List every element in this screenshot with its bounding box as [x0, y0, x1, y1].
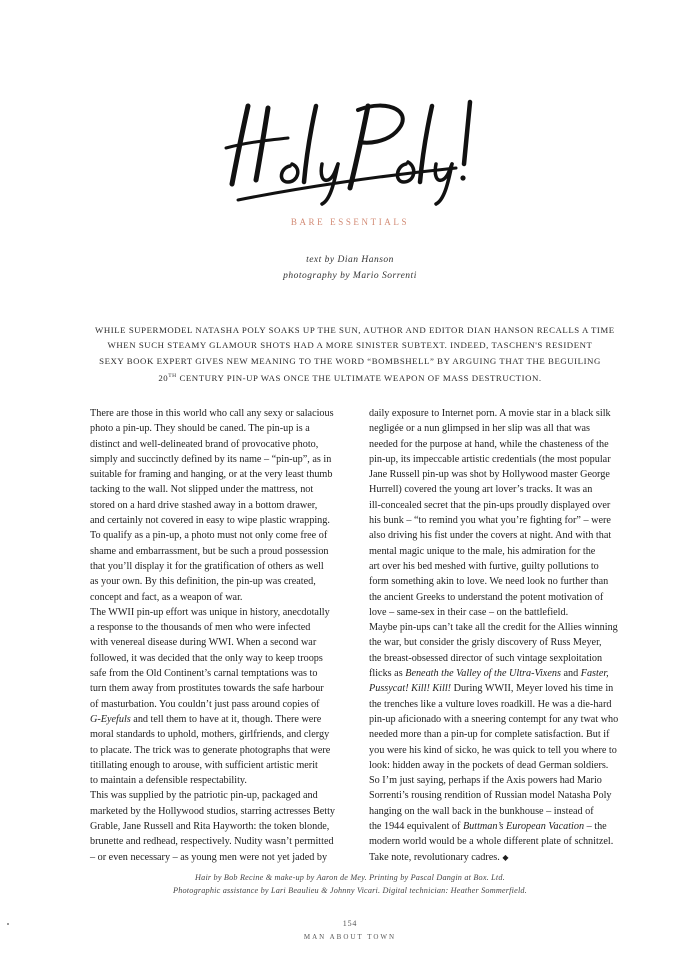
- film-title-italic: Beneath the Valley of the Ultra-Vixens: [405, 668, 561, 680]
- body-line: marketed by the Hollywood studios, starring actresses Betty: [90, 805, 336, 817]
- body-text: During WWII, Meyer loved his time in: [451, 683, 614, 695]
- body-line: followed, it was decided that the only way to keep troops: [90, 652, 323, 664]
- intro-ordinal: 20: [158, 372, 169, 383]
- body-line: Jane Russell pin-up was shot by Hollywood master George: [369, 469, 610, 481]
- subtitle: BARE ESSENTIALS: [290, 217, 410, 227]
- body-text: and tell them to have at it, though. There were: [130, 713, 322, 725]
- body-line: love – same-sex in their case – on the battlefield.: [369, 606, 569, 618]
- body-line: So I’m just saying, perhaps if the Axis powers had Mario: [369, 775, 602, 787]
- body-line: ill-concealed secret that the pin-ups proudly displayed over: [369, 499, 611, 511]
- body-line: the breast-obsessed director of such vintage sexploitation: [369, 652, 603, 664]
- body-line: look: hidden away in the pockets of dead German soldiers.: [369, 759, 609, 771]
- body-line: [369, 819, 659, 834]
- body-line: needed more than a pin-up for complete satisfaction. But if: [369, 729, 610, 741]
- body-line: [369, 666, 659, 681]
- body-line: turn them away from prostitutes towards the safe harbour: [90, 683, 324, 695]
- body-line: of masturbation. You couldn’t just pass around copies of: [90, 698, 320, 710]
- body-line: Maybe pin-ups can’t take all the credit for the Allies winning: [369, 622, 618, 634]
- body-line: simply and succinctly defined by its name – “pin-up”, as in: [90, 453, 332, 465]
- body-line: pin-up, its impeccable artistic credentials (the most popular: [369, 453, 611, 465]
- body-line: The WWII pin-up effort was unique in history, anecdotally: [90, 606, 330, 618]
- body-line: photo a pin-up. They should be caned. The pin-up is a: [90, 423, 310, 435]
- intro-line: SEXY BOOK EXPERT GIVES NEW MEANING TO THE WORD “BOMBSHELL” BY ARGUING THAT THE BEGUILING: [99, 355, 601, 366]
- end-mark-icon: ◆: [502, 852, 509, 862]
- body-line: Grable, Jane Russell and Rita Hayworth: the token blonde,: [90, 821, 330, 833]
- magazine-title-italic: G-Eyefuls: [90, 713, 131, 725]
- body-line: a response to the thousands of men who were infected: [90, 622, 311, 634]
- body-line: that you’ll display it for the gratification of others as well: [90, 560, 324, 572]
- production-credits: [0, 871, 700, 897]
- headline-script: [218, 88, 480, 208]
- author-credit: text by Dian Hanson: [306, 255, 394, 265]
- photographer-credit: photography by Mario Sorrenti: [283, 271, 417, 281]
- body-line: as your own. By this definition, the pin-up was created,: [90, 576, 316, 588]
- body-line: – or even necessary – as young men were not yet jaded by: [90, 851, 328, 863]
- body-line: also driving his fist under the covers at night. And with that: [369, 530, 612, 542]
- film-title-italic: Pussycat! Kill! Kill!: [369, 683, 452, 695]
- body-line: and certainly not covered in easy to wipe plastic wrapping.: [90, 515, 330, 527]
- body-line: safe from the Old Continent’s carnal temptations was to: [90, 668, 318, 680]
- body-line: modern world would be a whole different plate of schnitzel.: [369, 836, 614, 848]
- film-title-italic: Buttman’s European Vacation: [462, 821, 585, 833]
- body-text: flicks as: [369, 668, 406, 680]
- body-line: moral standards to uphold, mothers, girlfriends, and clergy: [90, 729, 330, 741]
- page-number: 154: [342, 919, 358, 928]
- body-line: to maintain a defensible respectability.: [90, 775, 247, 787]
- body-line: pin-up aficionado with a sneering contempt for any twat who: [369, 713, 619, 725]
- intro-line: WHEN SUCH STEAMY GLAMOUR SHOTS HAD A MORE SINISTER SUBTEXT. INDEED, TASCHEN'S RESIDENT: [107, 340, 593, 351]
- body-column-left: [90, 406, 380, 865]
- body-line: This was supplied by the patriotic pin-up, packaged and: [90, 790, 318, 802]
- magazine-name: MAN ABOUT TOWN: [303, 933, 397, 941]
- body-line: with venereal disease during WWI. When a second war: [90, 637, 317, 649]
- body-line: form something akin to love. We need look no further than: [369, 576, 609, 588]
- body-line: daily exposure to Internet porn. A movie star in a black silk: [369, 408, 611, 419]
- body-line: hanging on the wall back in the bunkhouse – instead of: [369, 805, 594, 817]
- body-line: mental magic unique to the male, his admiration for the: [369, 545, 596, 557]
- body-line: [369, 850, 659, 865]
- body-line: to placate. The trick was to generate photographs that were: [90, 744, 331, 756]
- body-line: tacking to the wall. Not slipped under the mattress, not: [90, 484, 314, 496]
- intro-ordinal-suffix: TH: [168, 372, 177, 379]
- body-line: To qualify as a pin-up, a photo must not only come free of: [90, 530, 328, 542]
- intro-last-text: CENTURY PIN-UP WAS ONCE THE ULTIMATE WEAPON OF MASS DESTRUCTION.: [176, 372, 542, 383]
- body-line: [369, 681, 659, 696]
- body-line: you were his kind of sicko, he was quick to tell you where to: [369, 744, 617, 756]
- body-line: negligée or a nun glimpsed in her slip was all that was: [369, 423, 590, 435]
- body-text: the 1944 equivalent of: [369, 821, 463, 833]
- body-line: titillating enough to arouse, with sufficient artistic merit: [90, 759, 318, 771]
- intro-line: WHILE SUPERMODEL NATASHA POLY SOAKS UP THE SUN, AUTHOR AND EDITOR DIAN HANSON RECALLS A TIME: [95, 325, 615, 335]
- closing-line: Take note, revolutionary cadres.: [369, 851, 500, 863]
- body-line: brunette and redhead, respectively. Nudity wasn’t permitted: [90, 836, 334, 848]
- body-line: stored on a hard drive stashed away in a bottom drawer,: [90, 499, 318, 511]
- body-text: and: [560, 668, 581, 680]
- body-line: shame and embarrassment, but be such a proud possession: [90, 545, 329, 557]
- body-line: There are those in this world who call any sexy or salacious: [90, 408, 334, 419]
- body-line: needed for the purpose at hand, while the chasteness of the: [369, 438, 609, 450]
- credit-line: Hair by Bob Recine & make-up by Aaron de Mey. Printing by Pascal Dangin at Box. Ltd.: [195, 873, 505, 882]
- body-line: his bunk – “to remind you what you’re fighting for” – were: [369, 515, 611, 527]
- body-line: the war, but consider the grisly discovery of Russ Meyer,: [369, 637, 602, 649]
- body-line: the trenches like a vulture loves roadkill. He was a die-hard: [369, 698, 612, 710]
- body-line: suitable for framing and hanging, or at the very least thumb: [90, 469, 333, 481]
- body-text: – the: [584, 821, 607, 833]
- intro-line: [95, 369, 605, 386]
- intro-standfirst: [95, 323, 615, 386]
- body-line: Hurrell) covered the young art lover’s tracks. It was an: [369, 484, 593, 496]
- body-line: Sorrenti’s rousing rendition of Russian model Natasha Poly: [369, 790, 612, 802]
- credit-line: Photographic assistance by Lari Beaulieu & Johnny Vicari. Digital technician: Heather Sommerfield.: [173, 886, 527, 895]
- body-line: distinct and well-delineated brand of provocative photo,: [90, 438, 319, 450]
- body-line: the ancient Greeks to understand the potent motivation of: [369, 591, 604, 603]
- body-line: art over his bed meshed with furtive, guilty pollutions to: [369, 560, 599, 572]
- body-column-right: [369, 406, 659, 865]
- body-line: concept and fact, as a weapon of war.: [90, 591, 243, 603]
- film-title-italic: Faster,: [580, 668, 609, 680]
- headline-logo: [218, 88, 480, 208]
- body-line: [90, 712, 380, 727]
